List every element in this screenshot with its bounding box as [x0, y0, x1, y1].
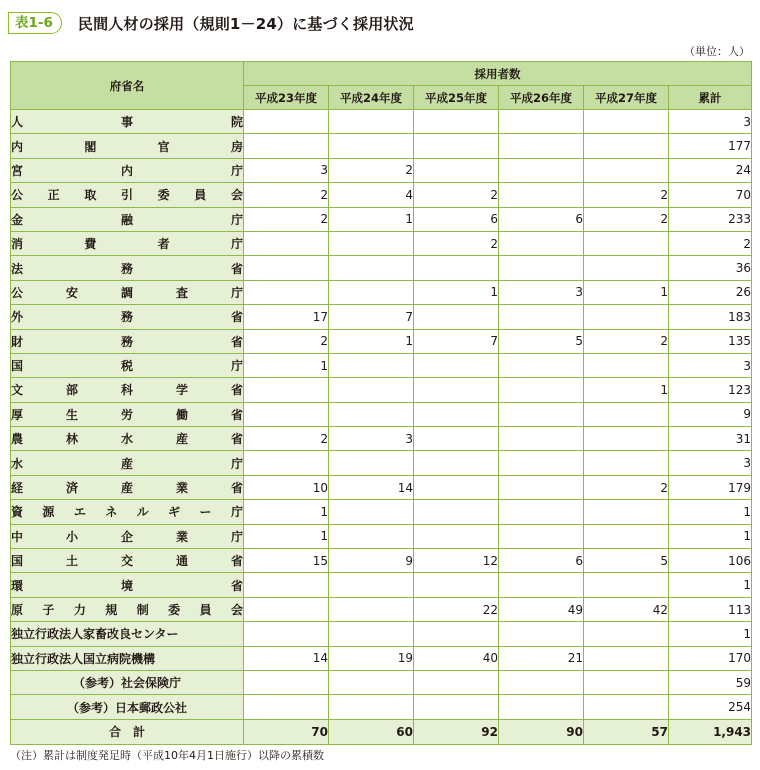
- table-header: [8, 10, 414, 36]
- count-cell: [414, 500, 499, 524]
- count-cell: [584, 231, 669, 255]
- count-cell: 1: [584, 378, 669, 402]
- cumulative-cell: 179: [669, 475, 752, 499]
- count-cell: 92: [414, 719, 499, 744]
- count-cell: 7: [329, 305, 414, 329]
- count-cell: [584, 427, 669, 451]
- table-title: 民間人材の採用（規則1－24）に基づく採用状況: [77, 14, 414, 33]
- count-cell: [329, 280, 414, 304]
- count-cell: [414, 256, 499, 280]
- count-cell: 57: [584, 719, 669, 744]
- count-cell: 1: [244, 500, 329, 524]
- count-cell: 2: [329, 158, 414, 182]
- count-cell: 5: [584, 549, 669, 573]
- count-cell: [329, 451, 414, 475]
- agency-name-text: 公 正 取 引 委 員 会: [11, 188, 243, 203]
- agency-name: [11, 183, 244, 207]
- agency-name-text: 独立行政法人家畜改良センター: [11, 627, 179, 642]
- agency-name: [11, 280, 244, 304]
- count-cell: [329, 573, 414, 597]
- count-cell: [414, 353, 499, 377]
- count-cell: 40: [414, 646, 499, 670]
- agency-name-text: 国 土 交 通 省: [11, 554, 243, 569]
- table-row: [11, 280, 752, 304]
- count-cell: [414, 110, 499, 134]
- count-cell: [414, 134, 499, 158]
- count-cell: [244, 378, 329, 402]
- count-cell: [499, 183, 584, 207]
- agency-name-text: 環 境 省: [11, 578, 243, 593]
- count-cell: [499, 670, 584, 694]
- count-cell: [499, 524, 584, 548]
- table-row: [11, 695, 752, 719]
- count-cell: [584, 524, 669, 548]
- count-cell: 2: [584, 183, 669, 207]
- footnote: （注）累計は制度発足時（平成10年4月1日施行）以降の累積数: [10, 749, 324, 762]
- cumulative-cell: 59: [669, 670, 752, 694]
- count-cell: [329, 378, 414, 402]
- table-row: [11, 500, 752, 524]
- count-cell: [499, 427, 584, 451]
- cumulative-cell: 170: [669, 646, 752, 670]
- count-cell: 3: [244, 158, 329, 182]
- agency-name-text: 原 子 力 規 制 委 員 会: [11, 603, 243, 617]
- count-cell: [414, 475, 499, 499]
- count-cell: 2: [584, 475, 669, 499]
- table-number-badge: 表1-6: [8, 12, 62, 34]
- cumulative-cell: 1,943: [669, 719, 752, 744]
- count-cell: 49: [499, 597, 584, 621]
- count-cell: 2: [414, 183, 499, 207]
- agency-name: [11, 305, 244, 329]
- cumulative-cell: 3: [669, 110, 752, 134]
- count-cell: [329, 500, 414, 524]
- agency-name: [11, 670, 244, 694]
- table-row: [11, 207, 752, 231]
- count-cell: [329, 402, 414, 426]
- count-cell: 70: [244, 719, 329, 744]
- count-cell: [584, 695, 669, 719]
- count-cell: [584, 622, 669, 646]
- count-cell: [414, 622, 499, 646]
- table-row: [11, 183, 752, 207]
- cumulative-cell: 123: [669, 378, 752, 402]
- agency-name: [11, 500, 244, 524]
- agency-name-text: 経 済 産 業 省: [11, 481, 243, 496]
- cumulative-cell: 3: [669, 451, 752, 475]
- agency-name-text: 内 閣 官 房: [11, 139, 243, 154]
- count-cell: [414, 670, 499, 694]
- count-cell: 14: [329, 475, 414, 499]
- year-header: 平成27年度: [584, 86, 669, 110]
- count-cell: [244, 622, 329, 646]
- agency-name-text: （参考）社会保険庁: [72, 676, 181, 691]
- count-cell: 3: [329, 427, 414, 451]
- count-cell: [499, 231, 584, 255]
- total-label-text: 合 計: [108, 725, 145, 740]
- count-cell: 7: [414, 329, 499, 353]
- count-cell: [244, 597, 329, 621]
- count-cell: 2: [584, 207, 669, 231]
- count-cell: [499, 451, 584, 475]
- agency-name: [11, 475, 244, 499]
- cumulative-cell: 1: [669, 573, 752, 597]
- agency-name: [11, 353, 244, 377]
- count-cell: 4: [329, 183, 414, 207]
- count-cell: [584, 402, 669, 426]
- agency-name: [11, 329, 244, 353]
- count-cell: [499, 158, 584, 182]
- agency-name: [11, 256, 244, 280]
- count-cell: 1: [414, 280, 499, 304]
- unit-label: （単位：人）: [684, 45, 750, 58]
- agency-name-text: 文 部 科 学 省: [11, 383, 243, 398]
- table-row: [11, 158, 752, 182]
- agency-name-text: 中 小 企 業 庁: [11, 529, 243, 544]
- agency-name-text: （参考）日本郵政公社: [66, 700, 187, 715]
- table-row: [11, 427, 752, 451]
- cumulative-cell: 1: [669, 500, 752, 524]
- agency-name: [11, 451, 244, 475]
- count-cell: 22: [414, 597, 499, 621]
- count-cell: [499, 134, 584, 158]
- table-row: [11, 549, 752, 573]
- count-cell: 1: [244, 353, 329, 377]
- count-cell: 9: [329, 549, 414, 573]
- agency-name-text: 宮 内 庁: [11, 163, 243, 178]
- count-cell: [499, 500, 584, 524]
- count-cell: [329, 622, 414, 646]
- count-cell: 1: [329, 329, 414, 353]
- count-cell: 2: [244, 329, 329, 353]
- count-cell: [584, 256, 669, 280]
- agency-name-text: 農 林 水 産 省: [11, 432, 243, 447]
- table-row: [11, 378, 752, 402]
- count-cell: [499, 475, 584, 499]
- count-cell: 1: [244, 524, 329, 548]
- cumulative-cell: 183: [669, 305, 752, 329]
- count-cell: 2: [584, 329, 669, 353]
- count-cell: 17: [244, 305, 329, 329]
- year-header: 平成26年度: [499, 86, 584, 110]
- count-cell: 3: [499, 280, 584, 304]
- count-cell: [329, 695, 414, 719]
- count-cell: [584, 646, 669, 670]
- cumulative-cell: 24: [669, 158, 752, 182]
- count-cell: 2: [244, 207, 329, 231]
- count-cell: 19: [329, 646, 414, 670]
- agency-name: [11, 597, 244, 621]
- count-cell: 10: [244, 475, 329, 499]
- count-cell: [329, 670, 414, 694]
- count-cell: [329, 353, 414, 377]
- count-cell: 1: [329, 207, 414, 231]
- cumulative-cell: 254: [669, 695, 752, 719]
- count-cell: 2: [244, 183, 329, 207]
- count-cell: [244, 280, 329, 304]
- total-row: [11, 719, 752, 744]
- cumulative-cell: 70: [669, 183, 752, 207]
- count-cell: 6: [414, 207, 499, 231]
- table-row: [11, 231, 752, 255]
- agency-name: [11, 378, 244, 402]
- count-cell: [244, 670, 329, 694]
- agency-name: [11, 207, 244, 231]
- count-cell: 2: [244, 427, 329, 451]
- count-cell: [499, 256, 584, 280]
- count-cell: [584, 305, 669, 329]
- agency-name: [11, 524, 244, 548]
- agency-name-text: 厚 生 労 働 省: [11, 407, 243, 422]
- table-row: [11, 256, 752, 280]
- agency-name: [11, 158, 244, 182]
- count-cell: [244, 573, 329, 597]
- agency-name-text: 消 費 者 庁: [11, 237, 243, 252]
- count-cell: [584, 500, 669, 524]
- cumulative-cell: 106: [669, 549, 752, 573]
- agency-name: [11, 549, 244, 573]
- count-cell: 6: [499, 549, 584, 573]
- count-cell: [584, 110, 669, 134]
- count-cell: 5: [499, 329, 584, 353]
- count-column-header: 採用者数: [244, 62, 752, 86]
- count-cell: [584, 158, 669, 182]
- table-row: [11, 646, 752, 670]
- count-cell: 1: [584, 280, 669, 304]
- cumulative-cell: 9: [669, 402, 752, 426]
- cumulative-cell: 113: [669, 597, 752, 621]
- agency-name: [11, 231, 244, 255]
- count-cell: 42: [584, 597, 669, 621]
- count-cell: [414, 305, 499, 329]
- count-cell: [244, 231, 329, 255]
- count-cell: [499, 695, 584, 719]
- count-cell: [244, 402, 329, 426]
- count-cell: 90: [499, 719, 584, 744]
- cumulative-cell: 1: [669, 622, 752, 646]
- table-row: [11, 110, 752, 134]
- table-row: [11, 597, 752, 621]
- agency-name-text: 資 源 エ ネ ル ギ ー 庁: [11, 505, 243, 520]
- table-row: [11, 329, 752, 353]
- count-cell: [499, 573, 584, 597]
- agency-name: [11, 573, 244, 597]
- cumulative-cell: 2: [669, 231, 752, 255]
- table-row: [11, 451, 752, 475]
- agency-name-text: 水 産 庁: [11, 456, 243, 471]
- year-header: 平成24年度: [329, 86, 414, 110]
- agency-name: [11, 110, 244, 134]
- agency-name-text: 財 務 省: [11, 334, 243, 349]
- table-row: [11, 353, 752, 377]
- agency-name-text: 国 税 庁: [11, 359, 243, 374]
- cumulative-cell: 3: [669, 353, 752, 377]
- agency-name: [11, 646, 244, 670]
- count-cell: [244, 695, 329, 719]
- agency-name-text: 公 安 調 査 庁: [11, 285, 243, 300]
- count-cell: [499, 622, 584, 646]
- count-cell: [414, 378, 499, 402]
- cumulative-cell: 135: [669, 329, 752, 353]
- count-cell: [244, 110, 329, 134]
- count-cell: [414, 427, 499, 451]
- count-cell: 15: [244, 549, 329, 573]
- count-cell: [329, 110, 414, 134]
- total-label: [11, 719, 244, 744]
- count-cell: [499, 110, 584, 134]
- table-row: [11, 622, 752, 646]
- count-cell: 14: [244, 646, 329, 670]
- agency-name: [11, 622, 244, 646]
- agency-column-header: 府省名: [11, 62, 244, 110]
- table-row: [11, 670, 752, 694]
- cumulative-cell: 233: [669, 207, 752, 231]
- count-cell: [499, 353, 584, 377]
- agency-name: [11, 134, 244, 158]
- count-cell: [329, 597, 414, 621]
- agency-name-text: 人 事 院: [11, 115, 243, 130]
- count-cell: [329, 134, 414, 158]
- table-row: [11, 402, 752, 426]
- table-row: [11, 134, 752, 158]
- count-cell: 21: [499, 646, 584, 670]
- agency-name-text: 法 務 省: [11, 261, 243, 276]
- cumulative-cell: 26: [669, 280, 752, 304]
- cumulative-cell: 177: [669, 134, 752, 158]
- count-cell: [244, 134, 329, 158]
- table-row: [11, 305, 752, 329]
- count-cell: [414, 695, 499, 719]
- cumulative-cell: 31: [669, 427, 752, 451]
- count-cell: [329, 524, 414, 548]
- count-cell: 12: [414, 549, 499, 573]
- agency-name-text: 外 務 省: [11, 310, 243, 325]
- count-cell: [499, 378, 584, 402]
- agency-name-text: 独立行政法人国立病院機構: [11, 651, 156, 666]
- count-cell: [414, 451, 499, 475]
- count-cell: [584, 353, 669, 377]
- agency-name-text: 金 融 庁: [11, 212, 243, 227]
- count-cell: [499, 305, 584, 329]
- agency-name: [11, 695, 244, 719]
- count-cell: [329, 256, 414, 280]
- table-row: [11, 524, 752, 548]
- count-cell: [329, 231, 414, 255]
- count-cell: [414, 158, 499, 182]
- count-cell: [584, 573, 669, 597]
- count-cell: [499, 402, 584, 426]
- table-row: [11, 475, 752, 499]
- count-cell: 2: [414, 231, 499, 255]
- agency-name: [11, 402, 244, 426]
- count-cell: [414, 402, 499, 426]
- count-cell: [414, 573, 499, 597]
- agency-name: [11, 427, 244, 451]
- table-row: [11, 573, 752, 597]
- recruitment-table: [10, 61, 752, 745]
- count-cell: 6: [499, 207, 584, 231]
- year-header: 累計: [669, 86, 752, 110]
- count-cell: [584, 451, 669, 475]
- count-cell: [584, 134, 669, 158]
- count-cell: [584, 670, 669, 694]
- count-cell: 60: [329, 719, 414, 744]
- year-header: 平成25年度: [414, 86, 499, 110]
- count-cell: [244, 256, 329, 280]
- cumulative-cell: 36: [669, 256, 752, 280]
- count-cell: [244, 451, 329, 475]
- cumulative-cell: 1: [669, 524, 752, 548]
- year-header: 平成23年度: [244, 86, 329, 110]
- count-cell: [414, 524, 499, 548]
